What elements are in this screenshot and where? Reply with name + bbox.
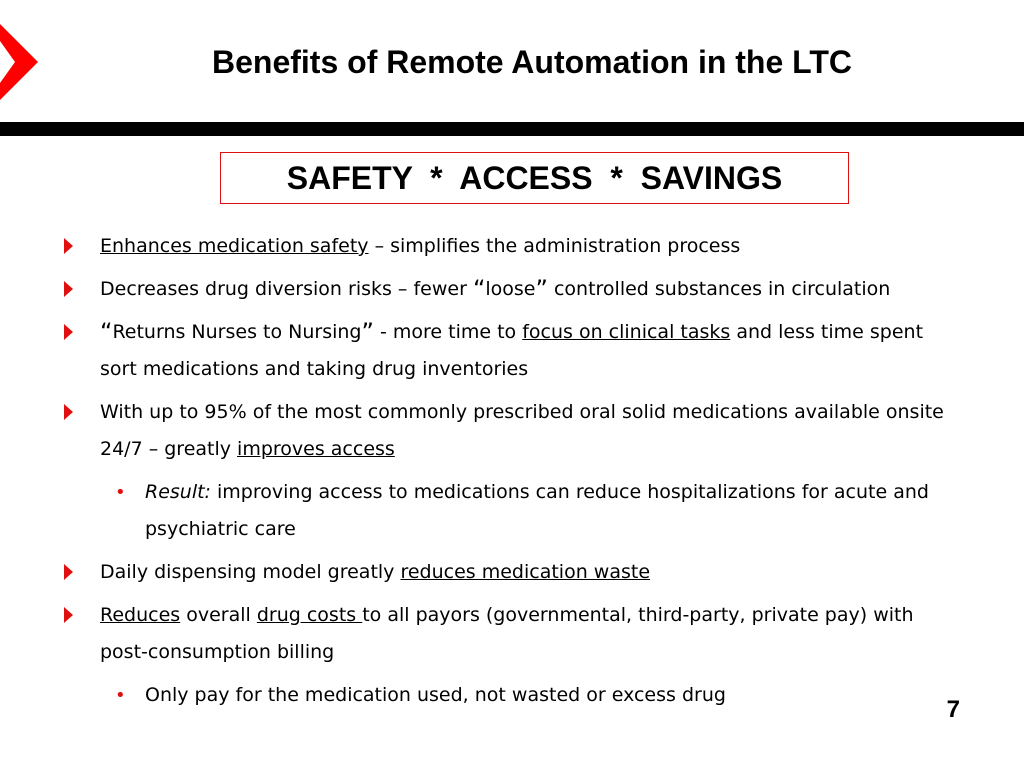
close-quote: ” bbox=[535, 275, 548, 303]
slide-title: Benefits of Remote Automation in the LTC bbox=[212, 44, 852, 80]
sub-bullet-text: improving access to medications can reduce hospitalizations for acute and psychiatric care bbox=[145, 481, 929, 540]
bullet-medication-safety bbox=[60, 228, 960, 265]
arrow-bullet-icon bbox=[64, 607, 73, 623]
arrow-bullet-icon bbox=[64, 564, 73, 580]
bullet-text: and less time spent sort medications and taking drug inventories bbox=[100, 321, 924, 380]
underlined-text: drug costs bbox=[256, 604, 363, 626]
bullet-daily-dispensing bbox=[60, 554, 960, 591]
title-divider bbox=[0, 122, 1024, 136]
arrow-bullet-icon bbox=[64, 238, 73, 254]
open-quote: “ bbox=[472, 275, 486, 303]
bullet-text: Decreases drug diversion risks – fewer bbox=[100, 278, 473, 300]
italic-label: Result: bbox=[145, 481, 211, 503]
bullet-list bbox=[60, 228, 960, 720]
dot-bullet-icon: • bbox=[115, 482, 126, 503]
bullet-text: With up to 95% of the most commonly prescribed oral solid medications available onsite 24/7 – greatly bbox=[100, 401, 944, 460]
quoted-text: loose bbox=[485, 278, 536, 300]
bullet-text: Daily dispensing model greatly bbox=[100, 561, 401, 583]
arrow-bullet-icon bbox=[64, 324, 73, 340]
sub-bullet-pay-used bbox=[60, 677, 960, 714]
bullet-reduces-costs bbox=[60, 597, 960, 671]
underlined-text: improves access bbox=[237, 438, 395, 460]
bullet-returns-nurses bbox=[60, 314, 960, 388]
bullet-text: – simplifies the administration process bbox=[368, 235, 741, 257]
arrow-bullet-icon bbox=[64, 281, 73, 297]
underlined-text: Enhances medication safety bbox=[100, 235, 369, 257]
bullet-improves-access bbox=[60, 394, 960, 468]
bullet-text: to all payors (governmental, third-party, private pay) with post-consumption billing bbox=[100, 604, 914, 663]
bullet-text: controlled substances in circulation bbox=[547, 278, 891, 300]
close-quote: ” bbox=[361, 318, 374, 346]
underlined-text: Reduces bbox=[100, 604, 181, 626]
dot-bullet-icon: • bbox=[115, 685, 126, 706]
arrow-bullet-icon bbox=[64, 404, 73, 420]
sub-bullet-result bbox=[60, 474, 960, 548]
quoted-text: Returns Nurses to Nursing bbox=[112, 321, 362, 343]
bullet-drug-diversion bbox=[60, 271, 960, 308]
safety-access-savings-banner: SAFETY * ACCESS * SAVINGS bbox=[220, 152, 849, 204]
open-quote: “ bbox=[100, 318, 113, 346]
sub-bullet-text: Only pay for the medication used, not wasted or excess drug bbox=[145, 684, 726, 706]
bullet-text: overall bbox=[180, 604, 257, 626]
bullet-text: - more time to bbox=[373, 321, 523, 343]
underlined-text: focus on clinical tasks bbox=[522, 321, 731, 343]
underlined-text: reduces medication waste bbox=[400, 561, 651, 583]
page-number: 7 bbox=[946, 696, 960, 723]
